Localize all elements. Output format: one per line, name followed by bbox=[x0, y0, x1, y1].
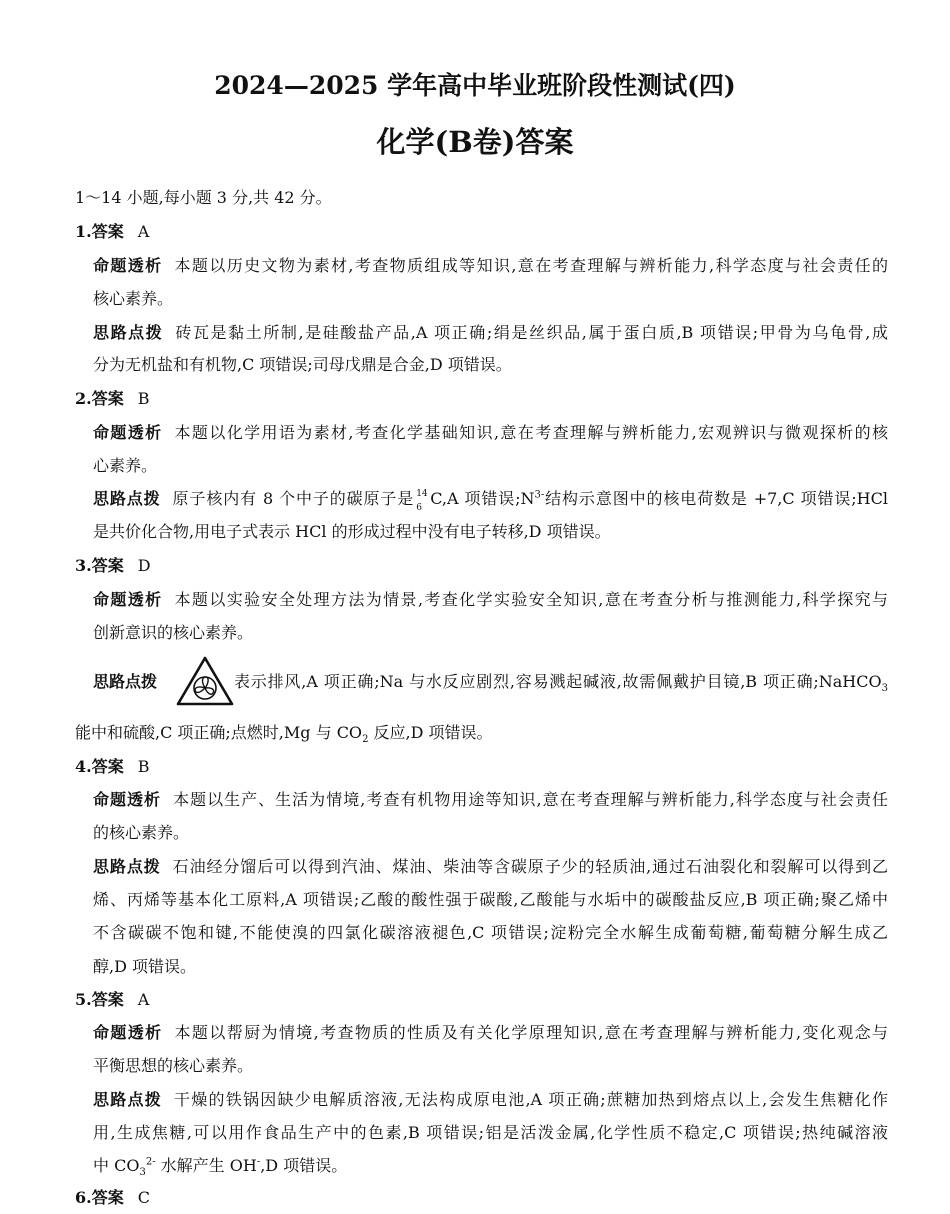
analysis-label: 命题透析 bbox=[93, 256, 163, 275]
answer-value: A bbox=[137, 222, 150, 241]
answer-value: C bbox=[137, 1188, 150, 1207]
analysis-text: 本题以帮厨为情境,考查物质的性质及有关化学原理知识,意在考查理解与辨析能力,变化观念与 bbox=[174, 1023, 888, 1042]
question-number: 3. bbox=[75, 556, 92, 575]
question-4-analysis-cont: 的核心素养。 bbox=[93, 823, 190, 842]
formula-subscript: 3 bbox=[881, 683, 888, 695]
question-number: 4. bbox=[75, 757, 92, 776]
hint-text: 砖瓦是黏土所制,是硅酸盐产品,A 项正确;绢是丝织品,属于蛋白质,B 项错误;甲骨为乌龟骨,成 bbox=[175, 323, 888, 342]
analysis-label: 命题透析 bbox=[93, 590, 163, 609]
question-5-hint-cont-1: 用,生成焦糖,可以用作食品生产中的色素,B 项错误;铝是活泼金属,化学性质不稳定,C 项错误;热纯碱溶液 bbox=[93, 1123, 888, 1142]
question-4-analysis bbox=[93, 790, 888, 810]
hint-text: 石油经分馏后可以得到汽油、煤油、柴油等含碳原子少的轻质油,通过石油裂化和裂解可以得到乙 bbox=[172, 857, 888, 876]
analysis-text: 本题以生产、生活为情境,考查有机物用途等知识,意在考查理解与辨析能力,科学态度与社会责任 bbox=[173, 790, 888, 809]
formula-subscript: 3 bbox=[139, 1167, 146, 1179]
mass-number: 14 bbox=[416, 489, 428, 499]
question-4-hint-cont-3: 醇,D 项错误。 bbox=[93, 957, 197, 976]
question-3-analysis-cont: 创新意识的核心素养。 bbox=[93, 623, 254, 642]
question-2-answer bbox=[75, 389, 149, 409]
question-1-analysis-cont: 核心素养。 bbox=[93, 289, 174, 308]
question-number: 5. bbox=[75, 990, 92, 1009]
question-4-hint-cont-1: 烯、丙烯等基本化工原料,A 项错误;乙酸的酸性强于碳酸,乙酸能与水垢中的碳酸盐反应,B 项正确;聚乙烯中 bbox=[93, 890, 888, 909]
answer-value: B bbox=[137, 757, 150, 776]
answer-value: B bbox=[137, 389, 150, 408]
analysis-text: 本题以实验安全处理方法为情景,考查化学实验安全知识,意在考查分析与推测能力,科学探究与 bbox=[174, 590, 888, 609]
question-3-hint bbox=[93, 672, 169, 692]
hint-label: 思路点拨 bbox=[93, 323, 164, 342]
hint-text: ,D 项错误。 bbox=[260, 1156, 348, 1175]
hint-text: C,A 项错误;N bbox=[430, 489, 535, 508]
question-3-answer bbox=[75, 556, 151, 576]
ion-charge: 3- bbox=[534, 489, 545, 501]
question-5-answer bbox=[75, 990, 149, 1010]
question-2-hint bbox=[93, 489, 888, 513]
exhaust-fan-icon bbox=[175, 655, 235, 707]
formula-subscript: 2 bbox=[362, 734, 369, 746]
hint-label: 思路点拨 bbox=[93, 857, 161, 876]
answer-label: 答案 bbox=[91, 990, 124, 1009]
hint-text: 表示排风,A 项正确;Na 与水反应剧烈,容易溅起碱液,故需佩戴护目镜,B 项正确;NaHCO bbox=[234, 672, 882, 691]
question-5-hint bbox=[93, 1090, 888, 1110]
hint-text: 结构示意图中的核电荷数是 +7,C 项错误;HCl bbox=[544, 489, 888, 508]
analysis-text: 本题以历史文物为素材,考查物质组成等知识,意在考查理解与辨析能力,科学态度与社会责任的 bbox=[174, 256, 888, 275]
answer-label: 答案 bbox=[91, 1188, 124, 1207]
hint-text: 干燥的铁锅因缺少电解质溶液,无法构成原电池,A 项正确;蔗糖加热到熔点以上,会发生焦糖化作 bbox=[174, 1090, 888, 1109]
hint-text: 中 CO bbox=[93, 1156, 140, 1175]
hint-label: 思路点拨 bbox=[93, 1090, 163, 1109]
hint-text: 原子核内有 8 个中子的碳原子是 bbox=[172, 489, 415, 508]
document-subtitle: 化学(B卷)答案 bbox=[376, 125, 574, 159]
question-3-analysis bbox=[93, 590, 888, 610]
answer-label: 答案 bbox=[91, 757, 124, 776]
atomic-number: 6 bbox=[416, 503, 422, 513]
hint-text: 反应,D 项错误。 bbox=[368, 723, 493, 742]
hint-label: 思路点拨 bbox=[93, 489, 161, 508]
question-1-answer bbox=[75, 222, 149, 242]
answer-label: 答案 bbox=[91, 389, 124, 408]
analysis-label: 命题透析 bbox=[93, 790, 162, 809]
question-1-analysis bbox=[93, 256, 888, 276]
document-title: 2024—2025 学年高中毕业班阶段性测试(四) bbox=[214, 71, 736, 100]
analysis-label: 命题透析 bbox=[93, 1023, 163, 1042]
scoring-note: 1～14 小题,每小题 3 分,共 42 分。 bbox=[75, 188, 332, 207]
hint-text: 水解产生 OH bbox=[155, 1156, 257, 1175]
hint-label: 思路点拨 bbox=[93, 672, 158, 691]
question-5-analysis-cont: 平衡思想的核心素养。 bbox=[93, 1056, 254, 1075]
analysis-label: 命题透析 bbox=[93, 423, 163, 442]
answer-value: A bbox=[137, 990, 150, 1009]
question-2-hint-cont: 是共价化合物,用电子式表示 HCl 的形成过程中没有电子转移,D 项错误。 bbox=[93, 522, 611, 541]
question-2-analysis-cont: 心素养。 bbox=[93, 456, 158, 475]
ion-charge: 2- bbox=[145, 1156, 156, 1168]
question-5-analysis bbox=[93, 1023, 888, 1043]
question-1-hint-cont: 分为无机盐和有机物,C 项错误;司母戊鼎是合金,D 项错误。 bbox=[93, 355, 512, 374]
analysis-text: 本题以化学用语为素材,考查化学基础知识,意在考查理解与辨析能力,宏观辨识与微观探析的核 bbox=[174, 423, 888, 442]
answer-label: 答案 bbox=[91, 222, 124, 241]
question-3-hint-cont bbox=[75, 723, 493, 746]
answer-value: D bbox=[137, 556, 151, 575]
question-4-hint-cont-2: 不含碳碳不饱和键,不能使溴的四氯化碳溶液褪色,C 项错误;淀粉完全水解生成葡萄糖,葡萄糖分解生成乙 bbox=[93, 923, 888, 942]
carbon-isotope-notation bbox=[414, 489, 430, 513]
question-4-answer bbox=[75, 757, 149, 777]
question-2-analysis bbox=[93, 423, 888, 443]
question-5-hint-cont-2 bbox=[93, 1156, 348, 1179]
question-number: 6. bbox=[75, 1188, 92, 1207]
hint-text: 能中和硫酸,C 项正确;点燃时,Mg 与 CO bbox=[75, 723, 363, 742]
question-number: 2. bbox=[75, 389, 92, 408]
question-1-hint bbox=[93, 323, 888, 343]
question-3-hint-text bbox=[234, 672, 888, 695]
question-number: 1. bbox=[75, 222, 92, 241]
ion-charge: - bbox=[256, 1156, 261, 1168]
answer-label: 答案 bbox=[91, 556, 124, 575]
question-4-hint bbox=[93, 857, 888, 877]
question-6-answer bbox=[75, 1188, 150, 1208]
